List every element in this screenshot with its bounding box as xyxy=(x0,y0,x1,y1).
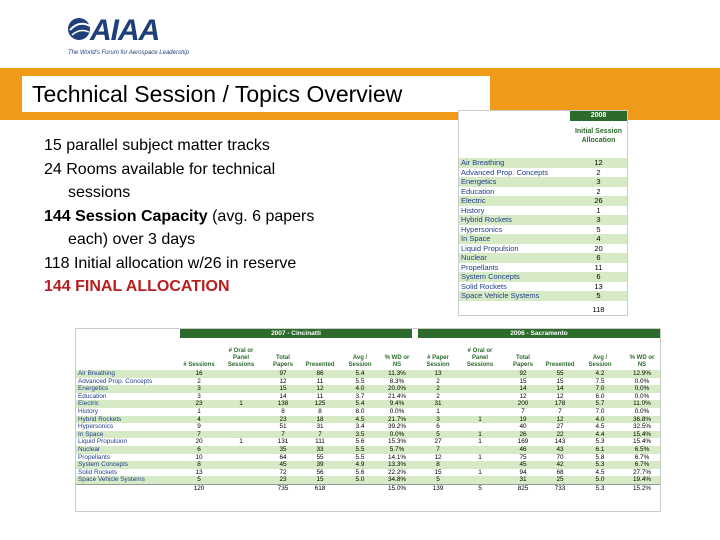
topic-cell: System Concepts xyxy=(78,461,129,469)
column-header: Presented xyxy=(545,362,575,368)
table-2008-col-header: Initial Session Allocation xyxy=(574,128,623,144)
table-row xyxy=(459,272,627,282)
value-cell: 5 xyxy=(436,476,440,484)
value-cell: 56 xyxy=(316,468,324,476)
value-cell: 5.3 xyxy=(595,461,605,469)
value-cell: 27.7% xyxy=(632,468,652,476)
value-cell: 6 xyxy=(436,423,440,431)
value-cell: 3 xyxy=(436,415,440,423)
value-cell: 19.4% xyxy=(632,476,652,484)
value-cell: 8.3% xyxy=(389,377,405,385)
value-cell: 120 xyxy=(193,484,205,492)
table-row xyxy=(76,454,660,462)
value-cell: 39.2% xyxy=(387,423,407,431)
topic-cell: Education xyxy=(461,186,495,196)
value-cell: 3 xyxy=(197,385,201,393)
value-cell: 5.3 xyxy=(595,438,605,446)
value-cell: 1 xyxy=(478,430,482,438)
value-cell: 21.7% xyxy=(387,415,407,423)
value-cell: 20.0% xyxy=(387,385,407,393)
value-cell: 75 xyxy=(519,453,527,461)
value-cell: 15 xyxy=(519,377,527,385)
value-cell: 39 xyxy=(316,461,324,469)
table-row xyxy=(459,206,627,216)
value-cell: 6.1 xyxy=(595,445,605,453)
value-cell: 5.5 xyxy=(355,377,365,385)
value-cell: 139 xyxy=(432,484,444,492)
value-cell: 7 xyxy=(521,407,525,415)
value-cell: 22.2% xyxy=(387,468,407,476)
topic-cell: History xyxy=(78,407,98,415)
table-row xyxy=(459,234,627,244)
allocation-cell: 5 xyxy=(596,291,601,300)
topic-cell: In Space xyxy=(461,234,491,243)
topic-cell: Solid Rockets xyxy=(461,281,507,291)
table-row xyxy=(76,423,660,431)
table-row xyxy=(76,446,660,454)
value-cell: 25 xyxy=(556,476,564,484)
table-row xyxy=(76,385,660,393)
group-2007: 2007 - Cincinatti xyxy=(180,329,412,338)
topic-cell: Space Vehicle Systems xyxy=(461,291,540,300)
table-row xyxy=(76,400,660,408)
value-cell: 3.5 xyxy=(355,430,365,438)
allocation-cell: 3 xyxy=(596,215,601,224)
topic-cell: Nuclear xyxy=(78,445,101,453)
value-cell: 27 xyxy=(434,438,442,446)
table-row xyxy=(76,484,660,492)
column-header: Avg / Session xyxy=(348,355,372,368)
value-cell: 4.0 xyxy=(595,415,605,423)
allocation-cell: 26 xyxy=(594,196,603,205)
value-cell: 23 xyxy=(279,476,287,484)
value-cell: 15.4% xyxy=(632,438,652,446)
allocation-cell: 2 xyxy=(596,167,601,177)
allocation-cell: 6 xyxy=(596,253,601,262)
value-cell: 43 xyxy=(556,445,564,453)
value-cell: 23 xyxy=(195,400,203,408)
column-header: % WD or NS xyxy=(384,355,410,368)
value-cell: 11.0% xyxy=(633,400,651,408)
value-cell: 618 xyxy=(314,484,326,492)
value-cell: 45 xyxy=(279,461,287,469)
allocation-cell: 4 xyxy=(596,234,601,243)
bullet-tracks: 15 parallel subject matter tracks xyxy=(44,137,270,154)
value-cell: 0.0% xyxy=(389,407,405,415)
value-cell: 7.5 xyxy=(595,377,605,385)
value-cell: 2 xyxy=(197,377,201,385)
value-cell: 92 xyxy=(519,370,527,377)
value-cell: 7 xyxy=(197,430,201,438)
value-cell: 735 xyxy=(277,484,289,492)
bullet-capacity-cont: each) over 3 days xyxy=(68,231,196,248)
value-cell: 33 xyxy=(316,445,324,453)
value-cell: 86 xyxy=(316,370,324,377)
bullet-final: 144 FINAL ALLOCATION xyxy=(44,278,230,295)
value-cell: 7 xyxy=(281,430,285,438)
value-cell: 8 xyxy=(281,407,285,415)
value-cell: 7 xyxy=(558,407,562,415)
value-cell: 111 xyxy=(315,438,325,446)
bullet-rooms-cont: sessions xyxy=(68,184,131,201)
value-cell: 55 xyxy=(316,453,324,461)
value-cell: 5.4 xyxy=(355,400,365,408)
value-cell: 14 xyxy=(556,385,564,393)
value-cell: 0.0% xyxy=(389,430,405,438)
topic-cell: Space Vehicle Systems xyxy=(78,476,145,484)
topic-cell: Education xyxy=(78,392,107,400)
value-cell: 68 xyxy=(556,468,564,476)
allocation-cell: 11 xyxy=(594,262,603,272)
value-cell: 125 xyxy=(314,400,326,408)
topic-cell: Energetics xyxy=(78,385,109,393)
table-row xyxy=(459,215,627,225)
table-row xyxy=(459,244,627,254)
group-2006: 2006 - Sacramento xyxy=(418,329,660,338)
value-cell: 15.0% xyxy=(387,484,407,492)
value-cell: 169 xyxy=(517,438,529,446)
topic-cell: Liquid Propulsion xyxy=(461,243,519,253)
column-header: Total Papers xyxy=(272,355,293,368)
value-cell: 27 xyxy=(556,423,564,431)
table-row xyxy=(459,168,627,178)
topic-cell: Nuclear xyxy=(461,253,487,262)
value-cell: 11 xyxy=(316,392,324,400)
table-row xyxy=(459,196,627,206)
table-row xyxy=(459,282,627,292)
value-cell: 5.5 xyxy=(355,453,365,461)
allocation-cell: 13 xyxy=(594,281,603,291)
value-cell: 22 xyxy=(556,430,564,438)
value-cell: 200 xyxy=(517,400,529,408)
value-cell: 12 xyxy=(519,392,527,400)
topic-cell: Advanced Prop. Concepts xyxy=(461,167,549,177)
value-cell: 8.0 xyxy=(355,407,365,415)
value-cell: 131 xyxy=(277,438,289,446)
value-cell: 5.4 xyxy=(355,370,365,377)
value-cell: 15.4% xyxy=(632,430,652,438)
value-cell: 4.2 xyxy=(595,370,605,377)
topic-cell: Electric xyxy=(461,196,486,205)
value-cell: 6.7% xyxy=(634,453,650,461)
allocation-cell: 6 xyxy=(596,272,601,281)
value-cell: 1 xyxy=(239,400,243,408)
value-cell: 0.0% xyxy=(634,385,650,393)
value-cell: 733 xyxy=(554,484,566,492)
value-cell: 94 xyxy=(519,468,527,476)
table-row xyxy=(459,158,627,168)
value-cell: 46 xyxy=(519,445,527,453)
allocation-cell: 2 xyxy=(596,186,601,196)
bullet-initial: 118 Initial allocation w/26 in reserve xyxy=(44,254,297,272)
value-cell: 35 xyxy=(279,445,287,453)
value-cell: 13 xyxy=(434,370,442,377)
history-table xyxy=(75,328,661,512)
value-cell: 15 xyxy=(279,385,287,393)
table-row xyxy=(76,438,660,446)
value-cell: 19 xyxy=(519,415,527,423)
table-row xyxy=(76,408,660,416)
value-cell: 9.4% xyxy=(389,400,405,408)
value-cell: 32.5% xyxy=(632,423,652,431)
value-cell: 8 xyxy=(318,407,322,415)
table-row xyxy=(76,476,660,484)
value-cell: 21.4% xyxy=(387,392,407,400)
table-row xyxy=(459,253,627,263)
history-table-body xyxy=(76,370,660,492)
value-cell: 42 xyxy=(556,461,564,469)
allocation-cell: 20 xyxy=(594,243,603,253)
value-cell: 15 xyxy=(434,468,442,476)
topic-cell: Hypersonics xyxy=(461,224,503,234)
value-cell: 2 xyxy=(436,385,440,393)
topic-cell: Hybrid Rockets xyxy=(461,215,512,224)
topic-cell: Solid Rockets xyxy=(78,468,118,476)
value-cell: 5.6 xyxy=(355,468,365,476)
bullet-capacity xyxy=(44,205,444,229)
value-cell: 2 xyxy=(436,392,440,400)
value-cell: 13.3% xyxy=(387,461,407,469)
value-cell: 31 xyxy=(519,476,527,484)
value-cell: 55 xyxy=(556,370,564,377)
table-row xyxy=(76,469,660,477)
value-cell: 5 xyxy=(197,476,201,484)
bullet-capacity-bold: 144 Session Capacity xyxy=(44,207,208,225)
value-cell: 45 xyxy=(519,461,527,469)
column-header: Avg / Session xyxy=(588,355,612,368)
table-row xyxy=(76,416,660,424)
table-row xyxy=(459,263,627,273)
value-cell: 4.5 xyxy=(595,423,605,431)
value-cell: 64 xyxy=(279,453,287,461)
value-cell: 1 xyxy=(436,407,440,415)
topic-cell: Propellants xyxy=(78,453,110,461)
bullet-capacity-rest: (avg. 6 papers xyxy=(207,207,315,225)
value-cell: 7.0 xyxy=(595,385,605,393)
value-cell: 5 xyxy=(478,484,482,492)
allocation-cell: 5 xyxy=(596,224,601,234)
allocation-cell: 1 xyxy=(596,205,601,215)
column-header: # Paper Session xyxy=(426,355,450,368)
aiaa-logo xyxy=(60,8,200,58)
value-cell: 31 xyxy=(434,400,442,408)
value-cell: 20 xyxy=(195,438,203,446)
value-cell: 4.5 xyxy=(355,415,365,423)
value-cell: 14 xyxy=(279,392,287,400)
topic-cell: Advanced Prop. Concepts xyxy=(78,377,153,385)
table-2008-total: 118 xyxy=(592,305,605,314)
value-cell: 5.7% xyxy=(389,445,405,453)
value-cell: 5.3 xyxy=(595,484,605,492)
value-cell: 15 xyxy=(316,476,324,484)
value-cell: 8 xyxy=(197,461,201,469)
value-cell: 15.2% xyxy=(632,484,652,492)
column-header: % WD or NS xyxy=(629,355,655,368)
value-cell: 4.4 xyxy=(595,430,605,438)
value-cell: 1 xyxy=(197,407,201,415)
value-cell: 97 xyxy=(279,370,287,377)
value-cell: 1 xyxy=(239,438,243,446)
value-cell: 9 xyxy=(197,423,201,431)
value-cell: 72 xyxy=(279,468,287,476)
allocation-table-2008 xyxy=(458,110,628,316)
value-cell: 1 xyxy=(478,415,482,423)
value-cell: 3.4 xyxy=(355,423,365,431)
value-cell: 15 xyxy=(556,377,564,385)
value-cell: 16 xyxy=(195,370,203,377)
value-cell: 5.7 xyxy=(595,400,605,408)
column-header: # Sessions xyxy=(183,362,215,368)
value-cell: 1 xyxy=(478,453,482,461)
topic-cell: Hypersonics xyxy=(78,423,114,431)
value-cell: 4 xyxy=(197,415,201,423)
value-cell: 12 xyxy=(279,377,287,385)
value-cell: 1 xyxy=(478,438,482,446)
value-cell: 143 xyxy=(554,438,566,446)
value-cell: 5 xyxy=(436,430,440,438)
value-cell: 26 xyxy=(519,430,527,438)
value-cell: 40 xyxy=(519,423,527,431)
value-cell: 3.7 xyxy=(355,392,365,400)
value-cell: 4.5 xyxy=(595,468,605,476)
value-cell: 14 xyxy=(519,385,527,393)
value-cell: 3 xyxy=(197,392,201,400)
table-row xyxy=(76,461,660,469)
bullet-rooms: 24 Rooms available for technical xyxy=(44,160,276,178)
value-cell: 10 xyxy=(195,453,203,461)
value-cell: 5.8 xyxy=(595,453,605,461)
value-cell: 2 xyxy=(436,377,440,385)
value-cell: 0.0% xyxy=(634,392,650,400)
value-cell: 12 xyxy=(556,392,564,400)
topic-cell: System Concepts xyxy=(461,272,520,281)
table-row xyxy=(459,187,627,197)
value-cell: 0.0% xyxy=(634,407,650,415)
logo-tagline: The World's Forum for Aerospace Leadership xyxy=(68,50,189,56)
value-cell: 51 xyxy=(279,423,287,431)
value-cell: 11.3% xyxy=(388,370,406,377)
value-cell: 7.0 xyxy=(595,407,605,415)
value-cell: 70 xyxy=(556,453,564,461)
allocation-cell: 3 xyxy=(596,177,601,186)
logo-wordmark: AIAA xyxy=(90,14,160,47)
value-cell: 12.9% xyxy=(632,370,652,377)
table-row xyxy=(76,431,660,439)
column-header: # Oral or Panel Sessions xyxy=(466,348,494,368)
column-header: Presented xyxy=(305,362,335,368)
value-cell: 7 xyxy=(436,445,440,453)
value-cell: 13 xyxy=(195,468,203,476)
topic-cell: Propellants xyxy=(461,262,499,272)
value-cell: 5.0 xyxy=(595,476,605,484)
value-cell: 4.0 xyxy=(355,385,365,393)
value-cell: 178 xyxy=(554,400,566,408)
value-cell: 34.8% xyxy=(387,476,407,484)
table-row xyxy=(76,370,660,378)
value-cell: 138 xyxy=(277,400,289,408)
topic-cell: Air Breathing xyxy=(78,370,115,377)
topic-cell: Liquid Propulsion xyxy=(78,438,128,446)
table-row xyxy=(459,177,627,187)
value-cell: 6.5% xyxy=(634,445,650,453)
value-cell: 6.7% xyxy=(634,461,650,469)
value-cell: 4.9 xyxy=(355,461,365,469)
topic-cell: Electric xyxy=(78,400,99,408)
table-2008-year: 2008 xyxy=(570,111,627,121)
value-cell: 825 xyxy=(517,484,529,492)
value-cell: 1 xyxy=(478,468,482,476)
topic-cell: History xyxy=(461,205,485,215)
value-cell: 23 xyxy=(279,415,287,423)
column-header: # Oral or Panel Sessions xyxy=(227,348,255,368)
value-cell: 14.1% xyxy=(387,453,407,461)
table-row xyxy=(459,225,627,235)
value-cell: 36.8% xyxy=(632,415,652,423)
value-cell: 11 xyxy=(316,377,324,385)
value-cell: 8 xyxy=(436,461,440,469)
topic-cell: Energetics xyxy=(461,177,497,186)
column-header: Total Papers xyxy=(512,355,533,368)
table-row xyxy=(76,393,660,401)
bullet-list xyxy=(44,134,444,299)
value-cell: 31 xyxy=(316,423,324,431)
value-cell: 5.6 xyxy=(355,438,365,446)
value-cell: 12 xyxy=(434,453,442,461)
value-cell: 5.5 xyxy=(355,445,365,453)
topic-cell: Air Breathing xyxy=(461,158,505,167)
table-row xyxy=(459,291,627,301)
value-cell: 5.0 xyxy=(355,476,365,484)
allocation-cell: 12 xyxy=(594,158,603,167)
value-cell: 12 xyxy=(316,385,324,393)
page-title: Technical Session / Topics Overview xyxy=(32,81,403,107)
table-row xyxy=(76,378,660,386)
value-cell: 15.3% xyxy=(387,438,407,446)
value-cell: 12 xyxy=(556,415,564,423)
value-cell: 6.0 xyxy=(595,392,605,400)
value-cell: 18 xyxy=(316,415,324,423)
topic-cell: Hybrid Rockets xyxy=(78,415,122,423)
value-cell: 6 xyxy=(197,445,201,453)
topic-cell: In Space xyxy=(78,430,104,438)
value-cell: 7 xyxy=(318,430,322,438)
table-2008-rows xyxy=(459,158,627,301)
value-cell: 0.0% xyxy=(634,377,650,385)
